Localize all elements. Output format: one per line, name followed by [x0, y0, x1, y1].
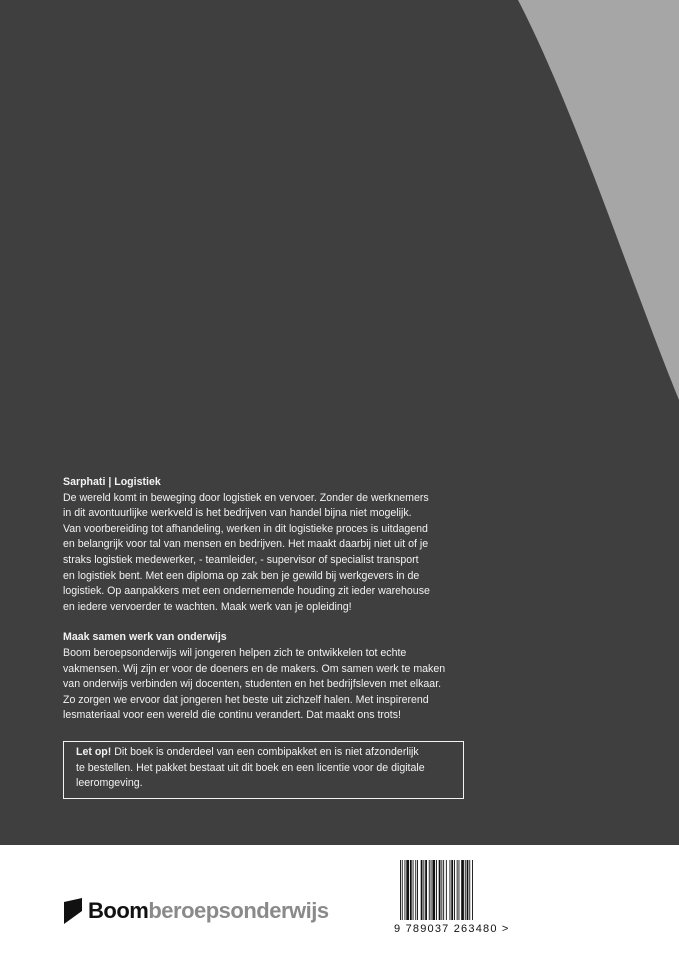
barcode-bar	[441, 860, 442, 920]
barcode-bar	[465, 860, 466, 920]
paragraph-line: en logistiek bent. Met een diploma op zak ben je gewild bij werkgevers in de	[63, 569, 420, 582]
barcode-bar	[467, 860, 469, 920]
barcode-bar	[402, 860, 403, 920]
paragraph-line: van onderwijs verbinden wij docenten, studenten en het bedrijfsleven met elkaar.	[63, 678, 442, 691]
notice-line: te bestellen. Het pakket bestaat uit dit boek en een licentie voor de digitale	[76, 761, 425, 774]
barcode-bar	[425, 860, 427, 920]
barcode-bar	[454, 860, 455, 920]
barcode-bar	[439, 860, 441, 920]
barcode-bar	[423, 860, 424, 920]
logo-brand: Boom	[88, 898, 149, 923]
barcode-bar	[405, 860, 406, 920]
paragraph-line: en iedere vervoerder te wachten. Maak werk van je opleiding!	[63, 600, 352, 613]
barcode-bar	[417, 860, 418, 920]
paragraph-line: Zo zorgen we ervoor dat jongeren het beste uit zichzelf halen. Met inspirerend	[63, 693, 429, 706]
paragraph-line: Boom beroepsonderwijs wil jongeren helpen zich te ontwikkelen tot echte	[63, 646, 407, 659]
barcode-bar	[443, 860, 444, 920]
barcode-bar	[429, 860, 430, 920]
paragraph-line: logistiek. Op aanpakkers met een ondernemende houding zit ieder warehouse	[63, 585, 430, 598]
notice-box	[63, 741, 464, 799]
barcode-bar	[469, 860, 470, 920]
barcode-bar	[472, 860, 473, 920]
barcode-bar	[450, 860, 451, 920]
notice-label: Let op!	[76, 746, 112, 758]
barcode-bar	[413, 860, 414, 920]
paragraph-line: lesmateriaal voor een wereld die continu verandert. Dat maakt ons trots!	[63, 709, 401, 722]
barcode-bar	[461, 860, 464, 920]
barcode-bar	[459, 860, 460, 920]
barcode-bar	[431, 860, 432, 920]
barcode-bar	[451, 860, 453, 920]
barcode-bar	[436, 860, 437, 920]
barcode-bar	[415, 860, 416, 920]
barcode-bar	[421, 860, 423, 920]
notice-line: leeromgeving.	[76, 777, 143, 790]
barcode-bar	[406, 860, 409, 920]
paragraph-line: in dit avontuurlijke werkveld is het bedrijven van handel bijna niet mogelijk.	[63, 507, 412, 520]
barcode-bar	[410, 860, 412, 920]
logo-subbrand: beroepsonderwijs	[148, 898, 329, 923]
section-heading-logistiek: Sarphati | Logistiek	[63, 476, 161, 488]
barcode-bar	[457, 860, 458, 920]
barcode-bar	[432, 860, 435, 920]
barcode-bar	[400, 860, 401, 920]
barcode	[398, 860, 508, 922]
paragraph-line: en belangrijk voor tal van mensen en bedrijven. Het maakt daarbij niet uit of je	[63, 538, 429, 551]
paragraph-line: straks logistiek medewerker, - teamleider, - supervisor of specialist transport	[63, 553, 419, 566]
barcode-bar	[446, 860, 447, 920]
description-block	[63, 475, 473, 724]
paragraph-line: vakmensen. Wij zijn er voor de doeners en de makers. Om samen werk te maken	[63, 662, 446, 675]
section-heading-onderwijs: Maak samen werk van onderwijs	[63, 631, 227, 644]
publisher-logo	[64, 898, 329, 924]
paragraph-line: Van voorbereiding tot afhandeling, werken in dit logistieke proces is uitdagend	[63, 522, 428, 535]
paragraph-line: De wereld komt in beweging door logistiek en vervoer. Zonder de werknemers	[63, 491, 429, 504]
boom-logo-icon	[64, 898, 82, 924]
isbn-number: 9 789037 263480 >	[394, 923, 510, 935]
notice-line: Let op! Dit boek is onderdeel van een combipakket en is niet afzonderlijk	[76, 746, 419, 758]
